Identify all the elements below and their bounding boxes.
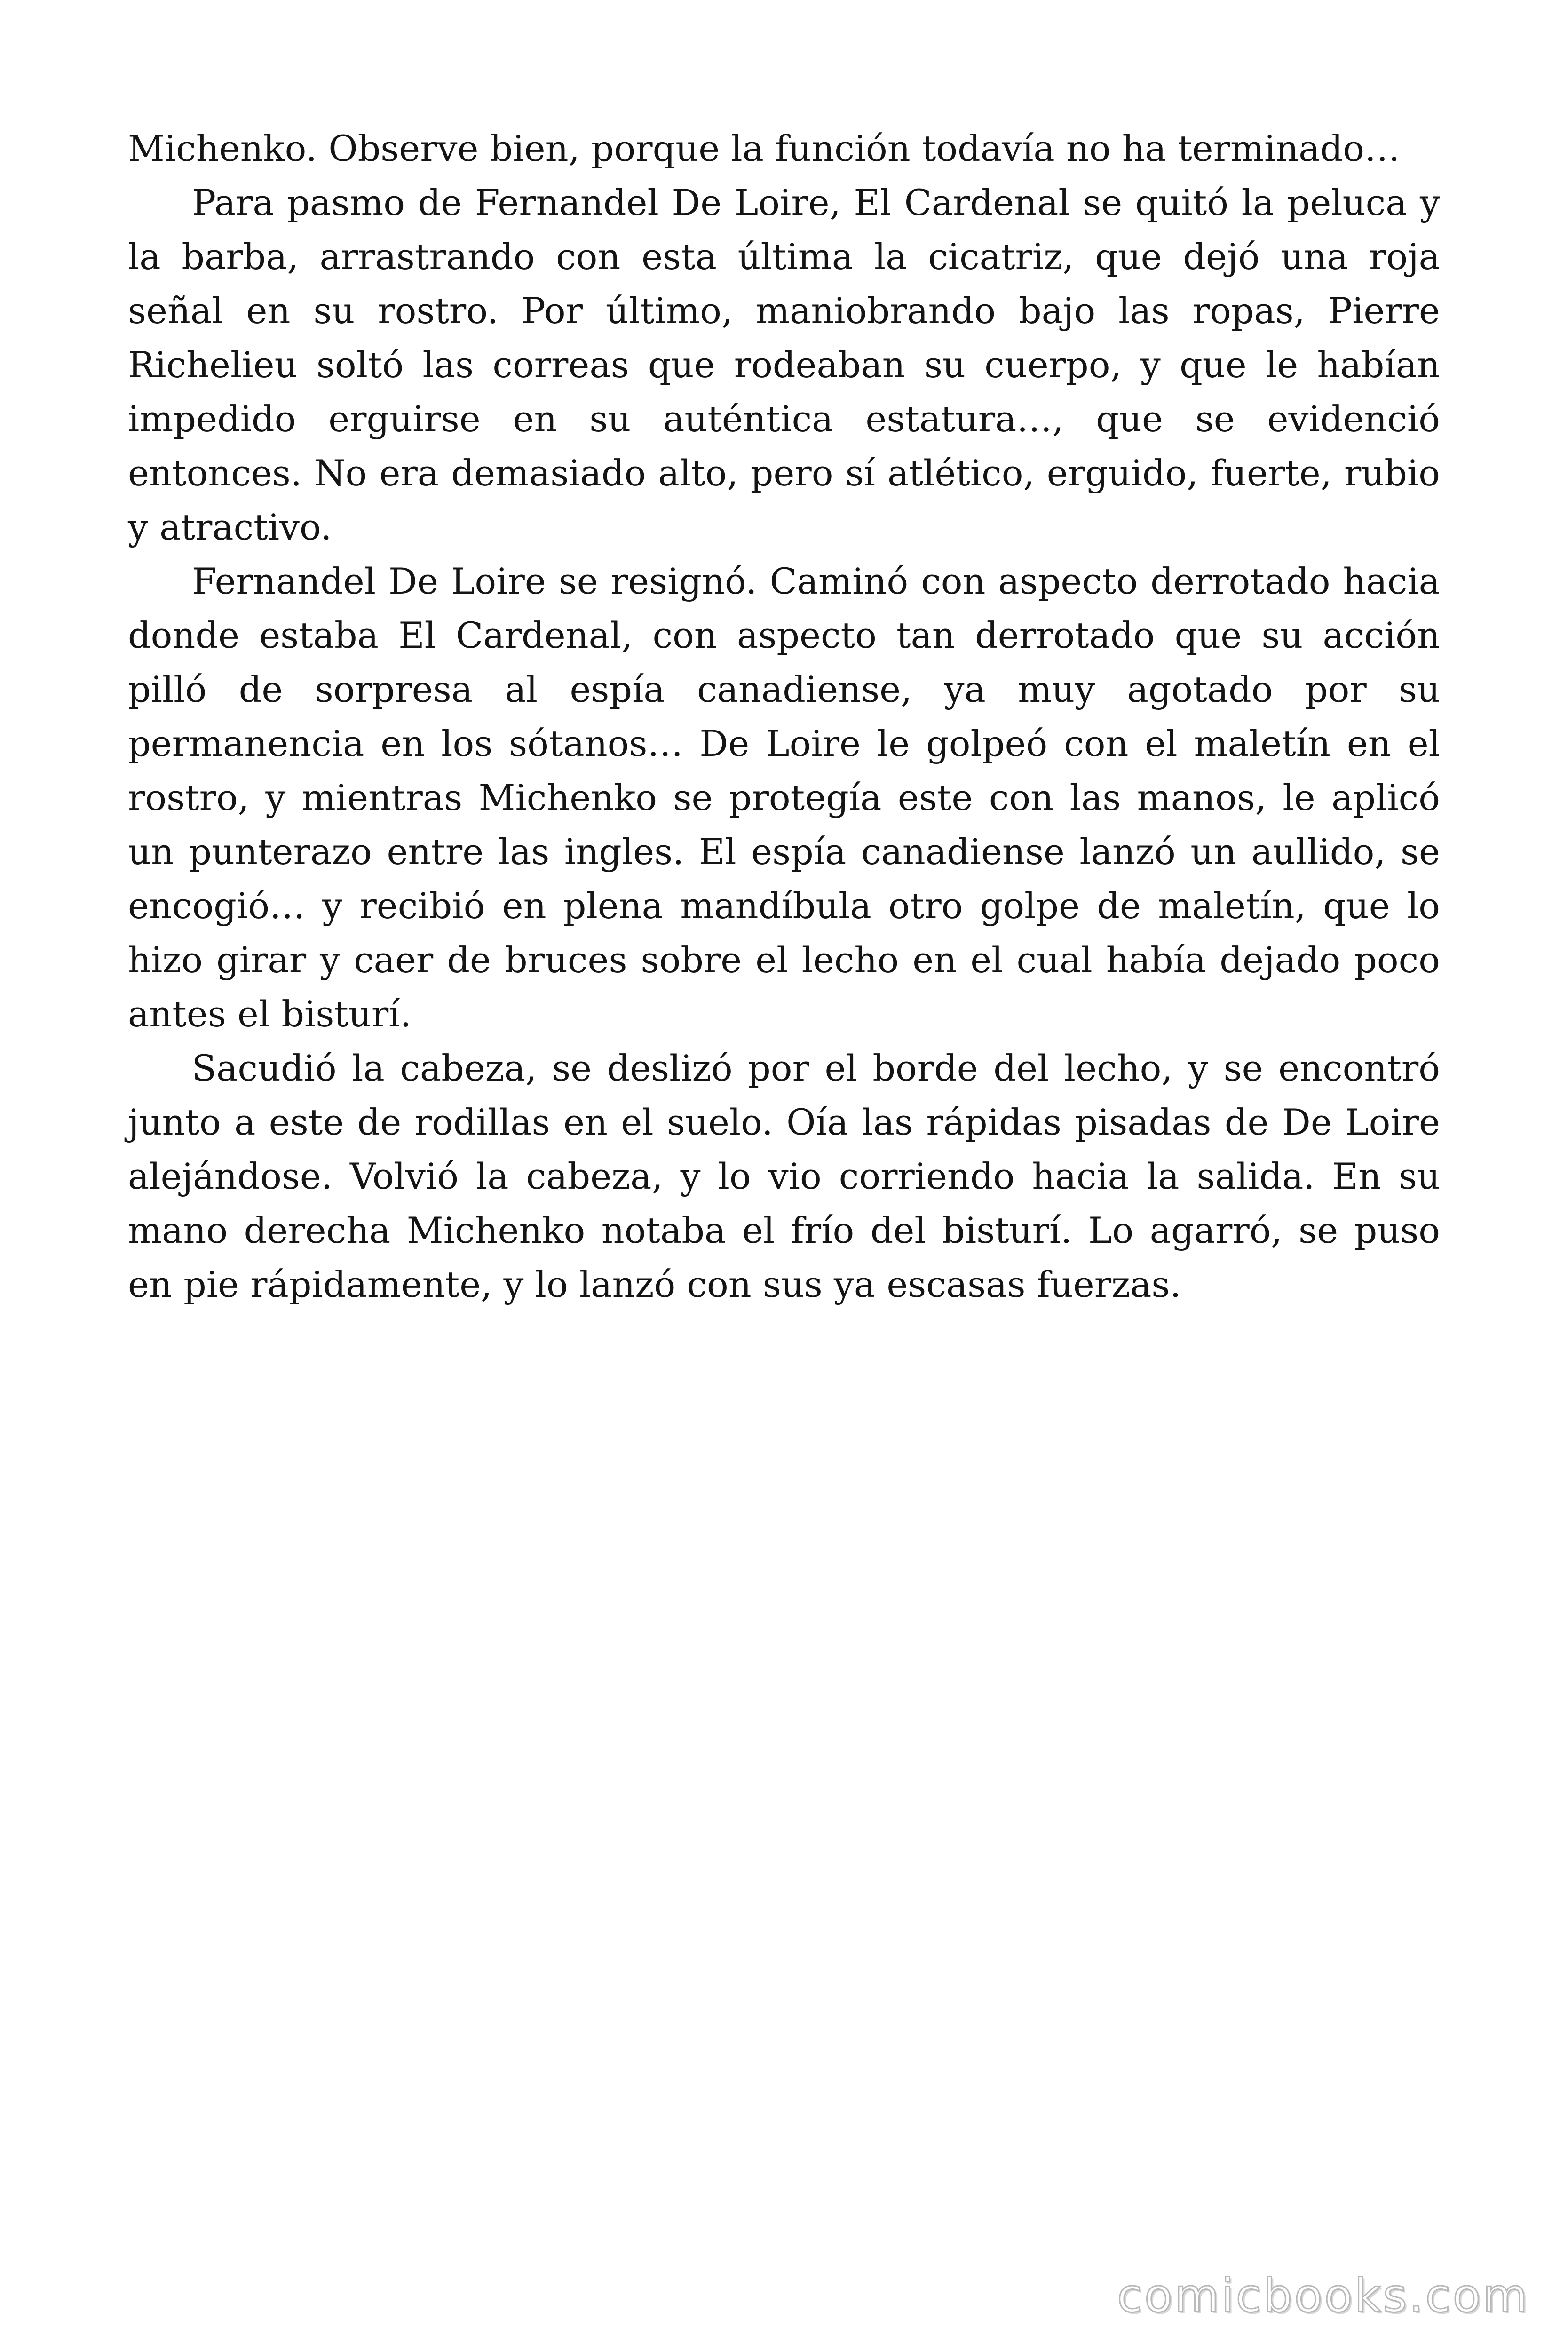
paragraph-2: Para pasmo de Fernandel De Loire, El Cardenal se quitó la peluca y la barba, arrastrando con esta última la cicatriz, que dejó una roja señal en su rostro. Por último, maniobrando bajo las ropas, Pierre Richelieu soltó las correas que rodeaban su cuerpo, y que le habían impedido erguirse en su auténtica estatura…, que se evidenció entonces. No era demasiado alto, pero sí atlético, erguido, fuerte, rubio y atractivo.	[128, 182, 1440, 548]
watermark-logo: comicbooks.com	[1117, 2269, 1529, 2323]
paragraph-1: Michenko. Observe bien, porque la función todavía no ha terminado…	[128, 127, 1401, 169]
body-text	[128, 121, 1440, 1311]
paragraph-4: Sacudió la cabeza, se deslizó por el borde del lecho, y se encontró junto a este de rodillas en el suelo. Oía las rápidas pisadas de De Loire alejándose. Volvió la cabeza, y lo vio corriendo hacia la salida. En su mano derecha Michenko notaba el frío del bisturí. Lo agarró, se puso en pie rápidamente, y lo lanzó con sus ya escasas fuerzas.	[128, 1047, 1440, 1305]
paragraph-3: Fernandel De Loire se resignó. Caminó con aspecto derrotado hacia donde estaba El Cardenal, con aspecto tan derrotado que su acción pilló de sorpresa al espía canadiense, ya muy agotado por su permanencia en los sótanos… De Loire le golpeó con el maletín en el rostro, y mientras Michenko se protegía este con las manos, le aplicó un punterazo entre las ingles. El espía canadiense lanzó un aullido, se encogió… y recibió en plena mandíbula otro golpe de maletín, que lo hizo girar y caer de bruces sobre el lecho en el cual había dejado poco antes el bisturí.	[128, 560, 1440, 1035]
